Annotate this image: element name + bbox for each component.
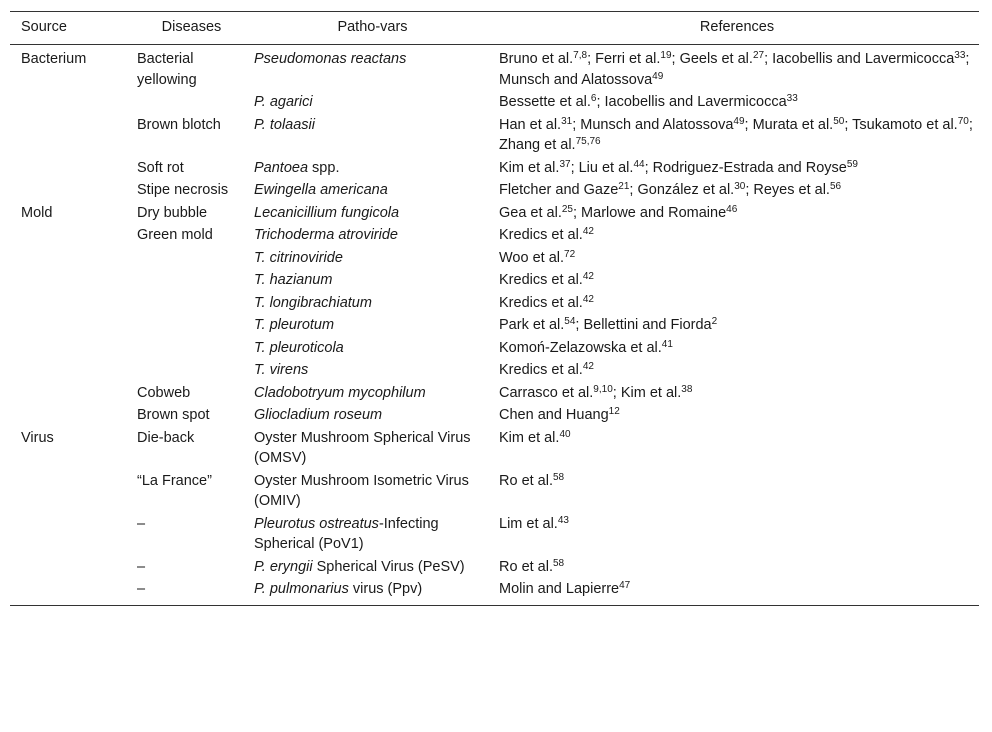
text-segment: ; Marlowe and Romaine	[573, 204, 727, 221]
table-row	[10, 293, 979, 316]
citation-superscript: 75,76	[575, 136, 601, 147]
italic-text: P. tolaasii	[254, 116, 315, 133]
pathovar-cell	[250, 293, 495, 316]
text-segment: ; Zhang et al.	[499, 116, 973, 153]
citation-superscript: 42	[582, 361, 594, 372]
table-row	[10, 203, 979, 226]
disease-cell: Cobweb	[137, 384, 191, 401]
italic-text: Pseudomonas reactans	[254, 51, 407, 67]
disease-cell: Soft rot	[137, 159, 184, 176]
disease-cell: Dry bubble	[137, 204, 208, 221]
references-cell	[495, 471, 979, 514]
text-segment: Bessette et al.	[499, 94, 591, 110]
citation-superscript: 40	[559, 428, 571, 440]
citation-superscript: 47	[619, 580, 631, 591]
references-cell	[495, 92, 979, 115]
text-segment: Ro et al.	[499, 558, 553, 575]
citation-superscript: 2	[711, 316, 718, 327]
table-row	[10, 45, 979, 93]
pathovar-cell	[250, 180, 495, 203]
citation-superscript: 12	[608, 406, 620, 417]
disease-cell	[133, 270, 250, 293]
citation-superscript: 54	[564, 316, 576, 327]
references-cell	[495, 158, 979, 181]
text-segment: Kim et al.	[499, 159, 560, 176]
table-row	[10, 92, 979, 115]
citation-superscript: 56	[829, 181, 842, 192]
citation-superscript: 33	[954, 50, 966, 61]
citation-superscript: 37	[559, 158, 571, 170]
pathovar-cell	[250, 225, 495, 248]
text-segment: Kim et al.	[499, 429, 560, 446]
table-row	[10, 471, 979, 514]
text-segment: Carrasco et al.	[499, 384, 594, 401]
source-cell: Mold	[21, 204, 53, 221]
pathovar-cell	[250, 248, 495, 271]
source-cell	[10, 158, 133, 181]
text-segment: Chen and Huang	[499, 407, 609, 423]
citation-superscript: 6	[590, 93, 597, 104]
pathogen-table	[10, 11, 979, 606]
pathovar-cell	[250, 471, 495, 514]
italic-text: Gliocladium roseum	[254, 407, 383, 423]
text-segment: ; Kim et al.	[612, 384, 682, 401]
pathovar-cell	[250, 360, 495, 383]
text-segment: Woo et al.	[499, 249, 565, 266]
italic-text: T. virens	[254, 362, 309, 378]
table-row	[10, 557, 979, 580]
disease-cell	[133, 360, 250, 383]
references-cell	[495, 115, 979, 158]
text-segment: ; Rodriguez-Estrada and Royse	[644, 159, 847, 176]
table-row	[10, 383, 979, 406]
citation-superscript: 43	[557, 514, 569, 526]
text-segment: Kredics et al.	[499, 227, 583, 243]
italic-text: P. agarici	[254, 94, 313, 110]
pathovar-cell	[250, 514, 495, 557]
disease-cell: Die-back	[137, 429, 195, 446]
citation-superscript: 44	[633, 158, 645, 170]
text-segment: ; Liu et al.	[570, 159, 634, 176]
text-segment: Han et al.	[499, 116, 562, 133]
italic-text: Pantoea	[254, 159, 309, 176]
text-segment: ; Reyes et al.	[745, 182, 830, 198]
table-row	[10, 115, 979, 158]
italic-text: T. hazianum	[254, 272, 333, 288]
table-row	[10, 405, 979, 428]
citation-superscript: 31	[561, 115, 573, 127]
text-segment: Kredics et al.	[499, 362, 583, 378]
pathovar-cell	[250, 338, 495, 361]
citation-superscript: 50	[833, 115, 845, 127]
italic-text: Lecanicillium fungicola	[254, 204, 400, 221]
source-cell	[10, 338, 133, 361]
disease-cell	[133, 248, 250, 271]
text-segment: Kredics et al.	[499, 272, 583, 288]
column-header-source: Source	[10, 12, 133, 45]
text-segment: ; Iacobellis and Lavermicocca	[764, 51, 955, 67]
citation-superscript: 49	[652, 70, 664, 82]
pathovar-cell	[250, 405, 495, 428]
disease-cell	[133, 293, 250, 316]
source-cell	[10, 293, 133, 316]
references-cell	[495, 180, 979, 203]
references-cell	[495, 225, 979, 248]
citation-superscript: 42	[582, 271, 594, 282]
source-cell	[10, 383, 133, 406]
text-segment: ; Bellettini and Fiorda	[575, 317, 712, 333]
text-segment: ; Ferri et al.	[587, 51, 661, 67]
source-cell: Virus	[21, 429, 54, 446]
source-cell	[10, 225, 133, 248]
table-row	[10, 360, 979, 383]
italic-text: P. pulmonarius	[254, 581, 349, 597]
source-cell	[10, 360, 133, 383]
source-cell	[10, 92, 133, 115]
table-body	[10, 45, 979, 606]
references-cell	[495, 293, 979, 316]
table-row	[10, 315, 979, 338]
citation-superscript: 27	[752, 50, 765, 61]
source-cell	[10, 180, 133, 203]
disease-cell: Green mold	[137, 227, 213, 243]
text-segment: Spherical Virus (PeSV)	[312, 558, 465, 575]
text-segment: -Infecting Spherical (PoV1)	[254, 515, 439, 552]
disease-cell	[133, 338, 250, 361]
italic-text: T. citrinoviride	[254, 249, 343, 266]
disease-cell: –	[137, 515, 146, 532]
table-row	[10, 428, 979, 471]
references-cell	[495, 514, 979, 557]
source-cell	[10, 514, 133, 557]
citation-superscript: 59	[846, 158, 858, 170]
pathovar-cell	[250, 579, 495, 605]
text-segment: Lim et al.	[499, 515, 558, 532]
text-segment: virus (Ppv)	[348, 581, 423, 597]
citation-superscript: 25	[561, 203, 573, 215]
references-cell	[495, 383, 979, 406]
references-cell	[495, 579, 979, 605]
references-cell	[495, 315, 979, 338]
citation-superscript: 19	[660, 50, 672, 61]
column-header-patho-vars: Patho-vars	[250, 12, 495, 45]
pathovar-cell	[250, 45, 495, 93]
text-segment: Komoń-Zelazowska et al.	[499, 339, 662, 356]
citation-superscript: 30	[734, 181, 746, 192]
italic-text: P. eryngii	[254, 558, 313, 575]
source-cell	[10, 315, 133, 338]
column-header-references: References	[495, 12, 979, 45]
disease-cell: Bacterial yellowing	[137, 51, 197, 88]
disease-cell: Stipe necrosis	[137, 182, 229, 198]
text-segment: Molin and Lapierre	[499, 581, 620, 597]
citation-superscript: 49	[733, 115, 745, 127]
text-segment: Gea et al.	[499, 204, 562, 221]
references-cell	[495, 203, 979, 226]
italic-text: Cladobotryum mycophilum	[254, 384, 426, 401]
citation-superscript: 21	[618, 181, 630, 192]
pathovar-cell	[250, 557, 495, 580]
citation-superscript: 42	[582, 226, 594, 237]
table-row	[10, 514, 979, 557]
table-row	[10, 158, 979, 181]
pathovar-cell	[250, 270, 495, 293]
text-segment: ; Iacobellis and Lavermicocca	[596, 94, 787, 110]
text-segment: ; González et al.	[629, 182, 735, 198]
source-cell	[10, 115, 133, 158]
citation-superscript: 38	[681, 383, 693, 395]
references-cell	[495, 428, 979, 471]
italic-text: T. pleuroticola	[254, 339, 344, 356]
references-cell	[495, 360, 979, 383]
text-segment: ; Munsch and Alatossova	[499, 51, 970, 88]
text-segment: spp.	[308, 159, 340, 176]
text-segment: Park et al.	[499, 317, 565, 333]
references-cell	[495, 248, 979, 271]
disease-cell	[133, 315, 250, 338]
source-cell	[10, 557, 133, 580]
citation-superscript: 7,8	[573, 50, 588, 61]
text-segment: ; Tsukamoto et al.	[844, 116, 958, 133]
citation-superscript: 58	[553, 471, 565, 483]
table-row	[10, 248, 979, 271]
table-row	[10, 579, 979, 605]
table-row	[10, 270, 979, 293]
column-header-diseases: Diseases	[133, 12, 250, 45]
table-row	[10, 180, 979, 203]
citation-superscript: 70	[957, 115, 969, 127]
references-cell	[495, 270, 979, 293]
citation-superscript: 42	[582, 293, 594, 305]
text-segment: ; Geels et al.	[671, 51, 753, 67]
table-row	[10, 225, 979, 248]
disease-cell: –	[137, 558, 146, 575]
text-segment: Bruno et al.	[499, 51, 574, 67]
source-cell	[10, 405, 133, 428]
table-header-row	[10, 12, 979, 45]
italic-text: Trichoderma atroviride	[254, 227, 398, 243]
italic-text: T. pleurotum	[254, 317, 335, 333]
source-cell: Bacterium	[21, 51, 87, 67]
pathovar-cell	[250, 115, 495, 158]
text-segment: ; Murata et al.	[744, 116, 834, 133]
pathovar-cell	[250, 92, 495, 115]
pathovar-cell	[250, 315, 495, 338]
pathovar-cell	[250, 428, 495, 471]
text-segment: ; Munsch and Alatossova	[572, 116, 734, 133]
text-segment: Oyster Mushroom Isometric Virus (OMIV)	[254, 472, 469, 509]
citation-superscript: 72	[564, 248, 576, 260]
source-cell	[10, 248, 133, 271]
italic-text: Ewingella americana	[254, 182, 388, 198]
disease-cell: Brown blotch	[137, 116, 221, 133]
disease-cell: Brown spot	[137, 407, 210, 423]
citation-superscript: 9,10	[593, 383, 613, 395]
text-segment: Ro et al.	[499, 472, 553, 489]
pathovar-cell	[250, 383, 495, 406]
citation-superscript: 33	[786, 93, 798, 104]
references-cell	[495, 557, 979, 580]
disease-cell: –	[133, 579, 250, 605]
italic-text: Pleurotus ostreatus	[254, 515, 379, 532]
source-cell	[10, 579, 133, 605]
text-segment: Oyster Mushroom Spherical Virus (OMSV)	[254, 429, 471, 466]
text-segment: Fletcher and Gaze	[499, 182, 619, 198]
pathovar-cell	[250, 203, 495, 226]
citation-superscript: 46	[726, 203, 738, 215]
pathovar-cell	[250, 158, 495, 181]
source-cell	[10, 471, 133, 514]
disease-cell: “La France”	[137, 472, 212, 489]
source-cell	[10, 270, 133, 293]
text-segment: Kredics et al.	[499, 294, 583, 311]
references-cell	[495, 338, 979, 361]
citation-superscript: 41	[661, 338, 673, 350]
references-cell	[495, 405, 979, 428]
citation-superscript: 58	[553, 557, 565, 569]
references-cell	[495, 45, 979, 93]
table-row	[10, 338, 979, 361]
disease-cell	[133, 92, 250, 115]
italic-text: T. longibrachiatum	[254, 294, 372, 311]
